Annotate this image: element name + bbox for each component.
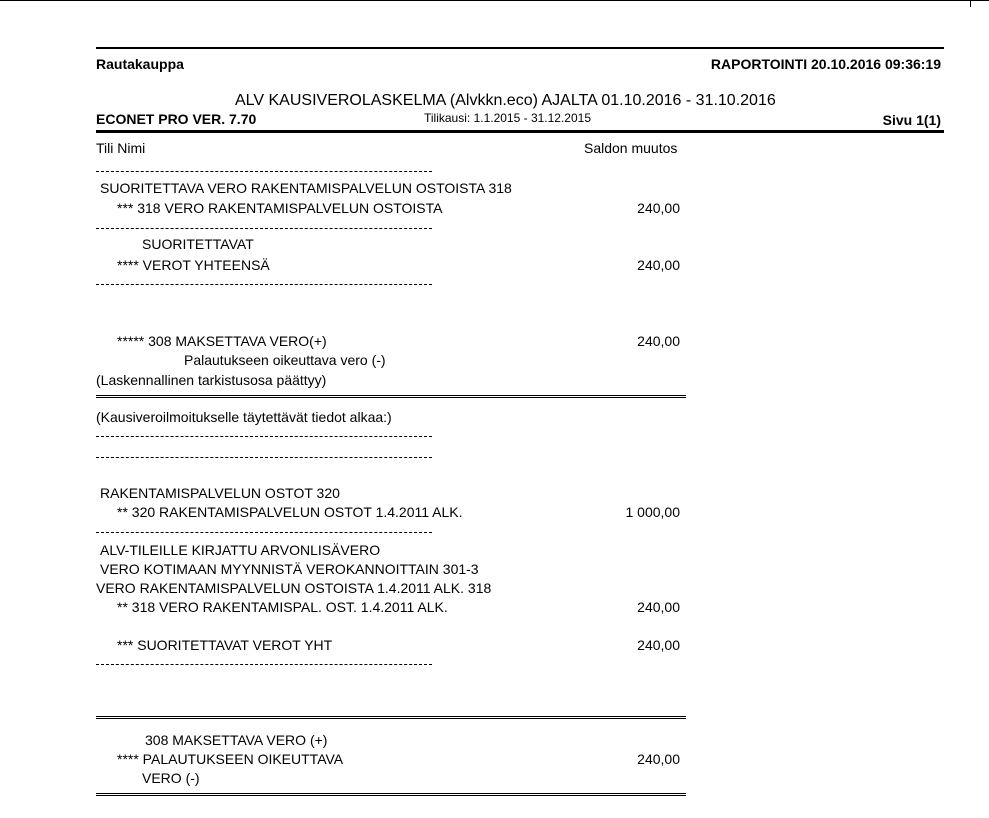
- line-text: ** 320 RAKENTAMISPALVELUN OSTOT 1.4.2011 ALK.: [117, 504, 463, 520]
- column-header-change: Saldon muutos: [584, 140, 678, 156]
- line-text: ** 318 VERO RAKENTAMISPAL. OST. 1.4.2011 ALK.: [117, 599, 448, 615]
- amount-value: 240,00: [637, 599, 680, 615]
- line-text: SUORITETTAVA VERO RAKENTAMISPALVELUN OSTOISTA 318: [100, 180, 512, 196]
- window-right-edge: [970, 0, 971, 7]
- line-text: Palautukseen oikeuttava vero (-): [184, 352, 386, 368]
- fiscal-year: Tilikausi: 1.1.2015 - 31.12.2015: [424, 111, 591, 125]
- report-timestamp: RAPORTOINTI 20.10.2016 09:36:19: [710, 56, 941, 72]
- line-text: SUORITETTAVAT: [142, 236, 254, 252]
- dashed-separator: [96, 284, 432, 285]
- dashed-separator: [96, 171, 432, 172]
- line-text: VERO KOTIMAAN MYYNNISTÄ VEROKANNOITTAIN 301-3: [100, 561, 479, 577]
- page-indicator: Sivu 1(1): [882, 112, 941, 128]
- program-version: ECONET PRO VER. 7.70: [96, 111, 257, 127]
- double-separator: [96, 395, 686, 398]
- dashed-separator: [96, 664, 432, 665]
- line-text: ***** 308 MAKSETTAVA VERO(+): [117, 333, 327, 349]
- double-separator: [96, 716, 686, 719]
- header-bottom-rule: [96, 130, 944, 133]
- line-text: *** SUORITETTAVAT VEROT YHT: [117, 637, 333, 653]
- line-text: **** PALAUTUKSEEN OIKEUTTAVA: [117, 751, 344, 767]
- dashed-separator: [96, 457, 432, 458]
- dashed-separator: [96, 532, 432, 533]
- amount-value: 240,00: [637, 333, 680, 349]
- line-text: *** 318 VERO RAKENTAMISPALVELUN OSTOISTA: [117, 200, 443, 216]
- amount-value: 240,00: [637, 257, 680, 273]
- window-top-border: [0, 0, 989, 1]
- dashed-separator: [96, 436, 432, 437]
- line-text: RAKENTAMISPALVELUN OSTOT 320: [100, 485, 340, 501]
- line-text: **** VEROT YHTEENSÄ: [117, 257, 270, 273]
- amount-value: 240,00: [637, 751, 680, 767]
- dashed-separator: [96, 228, 432, 229]
- line-text: ALV-TILEILLE KIRJATTU ARVONLISÄVERO: [100, 542, 381, 558]
- header-top-rule: [96, 47, 944, 49]
- line-text: (Kausiveroilmoitukselle täytettävät tiedot alkaa:): [96, 409, 392, 425]
- report-title: ALV KAUSIVEROLASKELMA (Alvkkn.eco) AJALTA 01.10.2016 - 31.10.2016: [235, 92, 776, 109]
- double-separator: [96, 793, 686, 796]
- line-text: (Laskennallinen tarkistusosa päättyy): [96, 372, 327, 388]
- column-header-account: Tili Nimi: [96, 140, 146, 156]
- line-text: VERO RAKENTAMISPALVELUN OSTOISTA 1.4.2011 ALK. 318: [96, 580, 492, 596]
- company-name: Rautakauppa: [96, 56, 184, 72]
- amount-value: 240,00: [637, 200, 680, 216]
- amount-value: 240,00: [637, 637, 680, 653]
- amount-value: 1 000,00: [625, 504, 680, 520]
- line-text: VERO (-): [142, 770, 200, 786]
- line-text: 308 MAKSETTAVA VERO (+): [145, 732, 328, 748]
